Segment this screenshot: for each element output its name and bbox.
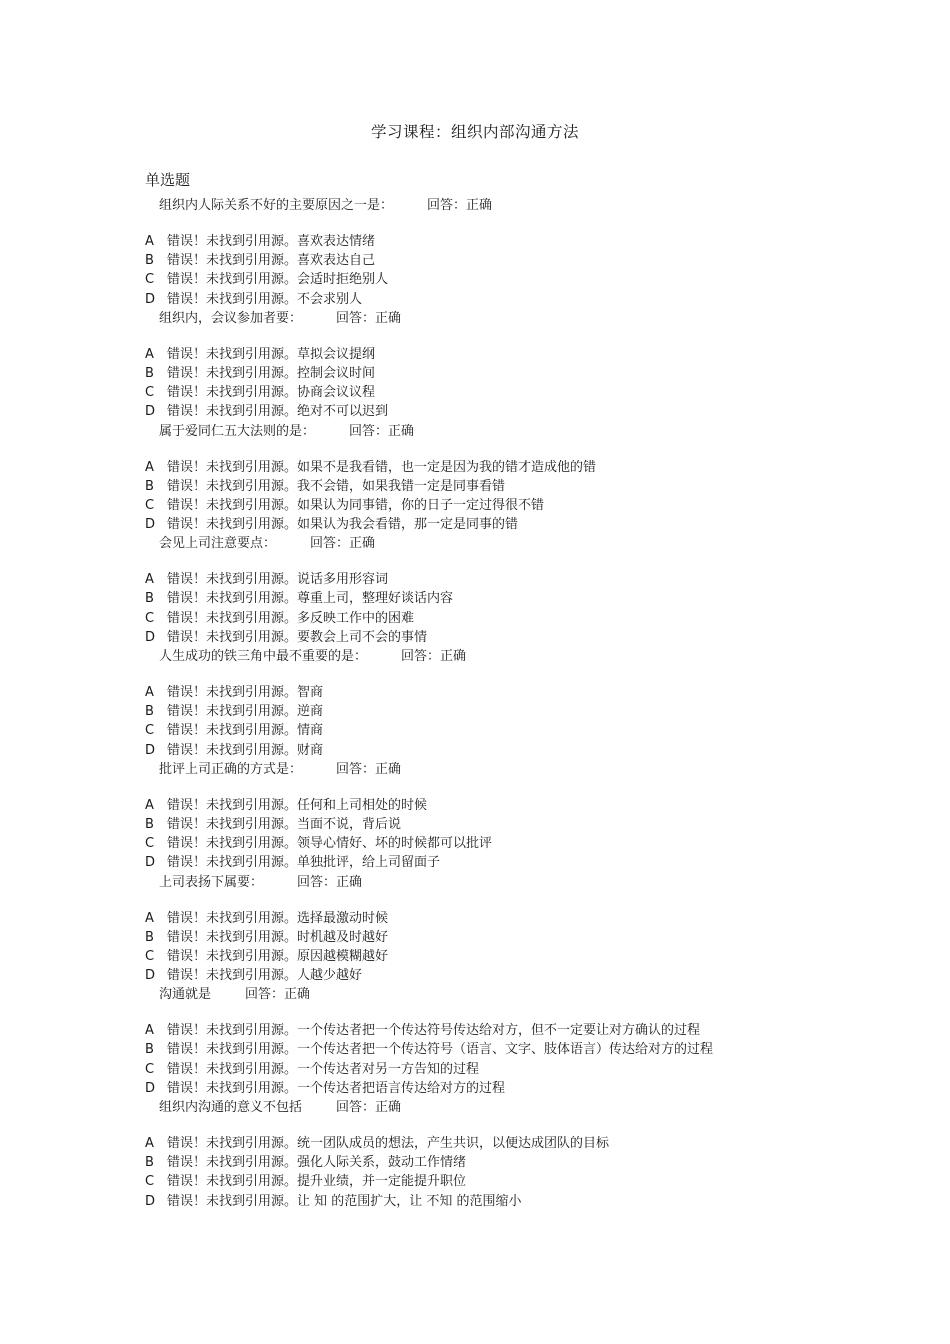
- option-letter: C: [145, 1174, 155, 1190]
- option-row: [145, 589, 905, 608]
- spacer: [145, 780, 905, 796]
- answer-label: 回答：正确: [349, 423, 415, 439]
- option-text: 错误！未找到引用源。草拟会议提纲: [167, 346, 376, 362]
- question-text-row: [145, 873, 905, 893]
- option-row: [145, 232, 905, 251]
- answer-label: 回答：正确: [401, 649, 467, 664]
- option-text: 错误！未找到引用源。选择最激动时候: [167, 910, 389, 926]
- question-text: 沟通就是: [159, 987, 212, 1003]
- question-text: 组织内沟通的意义不包括: [159, 1100, 303, 1115]
- option-letter: A: [145, 910, 154, 926]
- spacer: [145, 554, 905, 570]
- option-text: 错误！未找到引用源。财商: [167, 742, 324, 758]
- option-row: [145, 702, 905, 721]
- option-row: [145, 1192, 905, 1211]
- option-letter: D: [145, 517, 156, 533]
- option-letter: D: [145, 1193, 156, 1209]
- question-block: [145, 985, 905, 1098]
- option-text: 错误！未找到引用源。提升业绩，并一定能提升职位: [167, 1174, 467, 1190]
- option-text: 错误！未找到引用源。单独批评，给上司留面子: [167, 855, 441, 871]
- option-letter: B: [145, 1042, 154, 1058]
- option-row: [145, 628, 905, 647]
- option-row: [145, 966, 905, 985]
- option-text: 错误！未找到引用源。一个传达者把一个传达符号（语言、文字、肢体语言）传达给对方的过程: [167, 1042, 714, 1058]
- option-text: 错误！未找到引用源。当面不说，背后说: [167, 816, 402, 832]
- answer-label: 回答：正确: [336, 761, 402, 777]
- option-text: 错误！未找到引用源。喜欢表达自己: [167, 253, 376, 269]
- option-text: 错误！未找到引用源。强化人际关系，鼓动工作情绪: [167, 1155, 467, 1171]
- option-letter: D: [145, 404, 156, 420]
- option-letter: A: [145, 797, 154, 813]
- option-letter: C: [145, 272, 155, 288]
- option-text: 错误！未找到引用源。控制会议时间: [167, 365, 376, 381]
- option-row: [145, 947, 905, 966]
- option-row: [145, 251, 905, 270]
- question-text-row: [145, 422, 905, 442]
- option-text: 错误！未找到引用源。一个传达者把语言传达给对方的过程: [167, 1080, 506, 1096]
- option-text: 错误！未找到引用源。多反映工作中的困难: [167, 610, 415, 626]
- option-row: [145, 721, 905, 740]
- question-text: 组织内，会议参加者要：: [159, 310, 303, 326]
- answer-label: 回答：正确: [427, 198, 493, 213]
- option-row: [145, 1040, 905, 1059]
- question-block: [145, 647, 905, 760]
- spacer: [145, 329, 905, 345]
- question-text: 属于爱同仁五大法则的是：: [159, 423, 316, 439]
- option-row: [145, 477, 905, 496]
- question-text: 上司表扬下属要：: [159, 874, 264, 890]
- answer-label: 回答：正确: [297, 874, 363, 890]
- option-row: [145, 834, 905, 853]
- question-block: [145, 422, 905, 535]
- option-letter: B: [145, 929, 154, 945]
- option-text: 错误！未找到引用源。统一团队成员的想法，产生共识，以便达成团队的目标: [167, 1136, 610, 1151]
- option-letter: D: [145, 742, 156, 758]
- option-letter: C: [145, 836, 155, 852]
- option-letter: A: [145, 685, 154, 700]
- option-row: [145, 1079, 905, 1098]
- spacer: [145, 216, 905, 232]
- question-text: 组织内人际关系不好的主要原因之一是：: [159, 198, 394, 213]
- section-title: 单选题: [145, 171, 191, 189]
- option-letter: C: [145, 1061, 155, 1077]
- question-text-row: [145, 647, 905, 667]
- option-letter: B: [145, 816, 154, 832]
- answer-label: 回答：正确: [245, 987, 311, 1003]
- option-text: 错误！未找到引用源。任何和上司相处的时候: [167, 797, 428, 813]
- option-text: 错误！未找到引用源。我不会错，如果我错一定是同事看错: [167, 478, 506, 494]
- option-row: [145, 815, 905, 834]
- option-text: 错误！未找到引用源。协商会议议程: [167, 385, 376, 401]
- option-row: [145, 1134, 905, 1153]
- option-letter: C: [145, 497, 155, 513]
- option-letter: D: [145, 291, 156, 307]
- option-text: 错误！未找到引用源。领导心情好、坏的时候都可以批评: [167, 836, 493, 852]
- option-row: [145, 1021, 905, 1040]
- option-text: 错误！未找到引用源。说话多用形容词: [167, 572, 389, 588]
- option-text: 错误！未找到引用源。智商: [167, 685, 324, 700]
- question-text-row: [145, 534, 905, 554]
- option-text: 错误！未找到引用源。如果不是我看错，也一定是因为我的错才造成他的错: [167, 459, 597, 475]
- option-letter: D: [145, 1080, 156, 1096]
- option-row: [145, 290, 905, 309]
- option-text: 错误！未找到引用源。一个传达者对另一方告知的过程: [167, 1061, 480, 1077]
- option-letter: A: [145, 346, 154, 362]
- option-row: [145, 364, 905, 383]
- option-letter: C: [145, 385, 155, 401]
- option-text: 错误！未找到引用源。让 知 的范围扩大，让 不知 的范围缩小: [167, 1193, 522, 1209]
- option-row: [145, 1172, 905, 1191]
- option-letter: A: [145, 572, 154, 588]
- question-text-row: [145, 1098, 905, 1118]
- option-row: [145, 402, 905, 421]
- option-letter: A: [145, 234, 154, 249]
- option-text: 错误！未找到引用源。原因越模糊越好: [167, 948, 389, 964]
- spacer: [145, 1005, 905, 1021]
- option-row: [145, 609, 905, 628]
- answer-label: 回答：正确: [336, 310, 402, 326]
- option-row: [145, 741, 905, 760]
- option-text: 错误！未找到引用源。如果认为我会看错，那一定是同事的错: [167, 517, 519, 533]
- question-list: [145, 196, 905, 1211]
- option-text: 错误！未找到引用源。尊重上司，整理好谈话内容: [167, 591, 454, 607]
- option-text: 错误！未找到引用源。人越少越好: [167, 968, 363, 984]
- option-row: [145, 570, 905, 589]
- option-letter: D: [145, 968, 156, 984]
- option-text: 错误！未找到引用源。绝对不可以迟到: [167, 404, 389, 420]
- option-row: [145, 515, 905, 534]
- option-letter: B: [145, 591, 154, 607]
- option-letter: B: [145, 704, 154, 720]
- spacer: [145, 667, 905, 683]
- question-text-row: [145, 760, 905, 780]
- option-row: [145, 683, 905, 702]
- option-text: 错误！未找到引用源。会适时拒绝别人: [167, 272, 389, 288]
- option-row: [145, 458, 905, 477]
- spacer: [145, 442, 905, 458]
- option-text: 错误！未找到引用源。逆商: [167, 704, 324, 720]
- option-row: [145, 496, 905, 515]
- option-text: 错误！未找到引用源。时机越及时越好: [167, 929, 389, 945]
- question-text: 人生成功的铁三角中最不重要的是：: [159, 649, 368, 664]
- question-block: [145, 1098, 905, 1211]
- option-letter: B: [145, 253, 154, 269]
- question-text-row: [145, 196, 905, 216]
- question-block: [145, 534, 905, 647]
- option-row: [145, 928, 905, 947]
- option-row: [145, 345, 905, 364]
- question-text: 会见上司注意要点：: [159, 536, 277, 552]
- question-block: [145, 873, 905, 986]
- option-text: 错误！未找到引用源。不会求别人: [167, 291, 363, 307]
- option-letter: B: [145, 365, 154, 381]
- question-block: [145, 309, 905, 422]
- option-text: 错误！未找到引用源。要教会上司不会的事情: [167, 629, 428, 645]
- option-row: [145, 383, 905, 402]
- option-row: [145, 1153, 905, 1172]
- option-letter: C: [145, 948, 155, 964]
- option-text: 错误！未找到引用源。如果认为同事错，你的日子一定过得很不错: [167, 497, 545, 513]
- option-row: [145, 853, 905, 872]
- option-letter: C: [145, 723, 155, 739]
- option-letter: C: [145, 610, 155, 626]
- question-text-row: [145, 985, 905, 1005]
- question-text: 批评上司正确的方式是：: [159, 761, 303, 777]
- question-block: [145, 196, 905, 309]
- option-letter: A: [145, 459, 154, 475]
- answer-label: 回答：正确: [336, 1100, 402, 1115]
- option-text: 错误！未找到引用源。一个传达者把一个传达符号传达给对方，但不一定要让对方确认的过程: [167, 1023, 701, 1039]
- question-block: [145, 760, 905, 873]
- spacer: [145, 893, 905, 909]
- question-text-row: [145, 309, 905, 329]
- option-row: [145, 909, 905, 928]
- option-row: [145, 1060, 905, 1079]
- option-letter: D: [145, 855, 156, 871]
- option-letter: B: [145, 478, 154, 494]
- spacer: [145, 1118, 905, 1134]
- option-letter: A: [145, 1136, 154, 1151]
- option-text: 错误！未找到引用源。情商: [167, 723, 324, 739]
- page-title: 学习课程：组织内部沟通方法: [370, 123, 579, 141]
- option-row: [145, 270, 905, 289]
- option-letter: B: [145, 1155, 154, 1171]
- option-row: [145, 796, 905, 815]
- option-letter: A: [145, 1023, 154, 1039]
- answer-label: 回答：正确: [310, 536, 376, 552]
- option-letter: D: [145, 629, 156, 645]
- option-text: 错误！未找到引用源。喜欢表达情绪: [167, 234, 376, 249]
